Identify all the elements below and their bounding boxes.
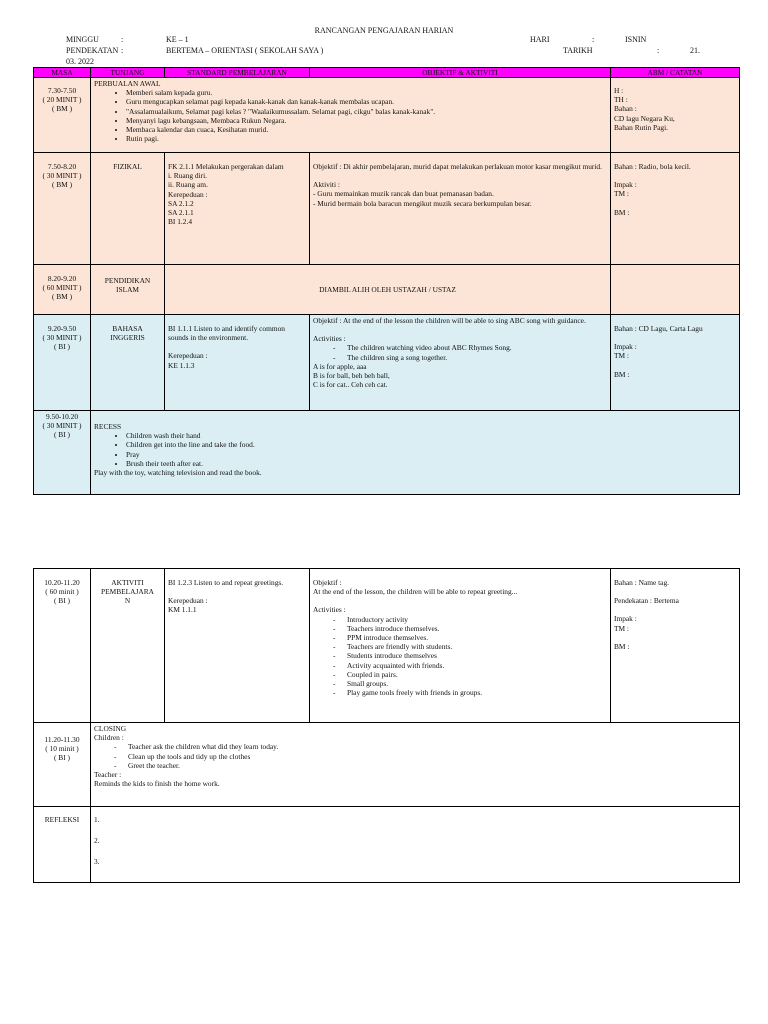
list-item: - Teachers are friendly with students.: [347, 642, 607, 651]
table-row: [34, 153, 740, 265]
section-title: RECESS: [94, 422, 122, 431]
table-row: [34, 265, 740, 315]
aktiviti-label: Activities :: [313, 605, 346, 615]
list-item: • Membaca kalendar dan cuaca, Kesihatan murid.: [126, 125, 607, 134]
song-line: C is for cat.. Ceh ceh cat.: [313, 380, 388, 390]
sp-line: FK 2.1.1 Melakukan pergerakan dalam: [168, 162, 284, 171]
tunjang-label: ISLAM: [116, 285, 139, 295]
pendekatan-label: PENDEKATAN: [66, 46, 119, 55]
standard-cell: [165, 569, 310, 723]
abm-line: Bahan : CD Lagu, Carta Lagu: [614, 324, 703, 333]
lesson-plan-table-1: [33, 67, 740, 495]
perbualan-cell: [91, 78, 611, 153]
aktiviti-line: - Guru memainkan muzik rancak dan buat pemanasan badan.: [313, 189, 494, 199]
masa-time: 9.50-10.20: [45, 412, 79, 421]
tarikh-label: TARIKH: [563, 46, 593, 55]
masa-lang: ( BM ): [51, 292, 73, 302]
pendekatan-value: BERTEMA – ORIENTASI ( SEKOLAH SAYA ): [166, 46, 324, 55]
masa-duration: ( 60 MINIT ): [42, 283, 82, 293]
list-item: - Introductory activity: [347, 615, 607, 624]
objektif-cell: [310, 315, 611, 411]
table-row: [34, 315, 740, 411]
abm-line: TM :: [614, 189, 629, 199]
abm-cell: [611, 153, 740, 265]
abm-line: Pendekatan : Bertema: [614, 596, 679, 606]
tarikh-cont: 03. 2022: [66, 57, 94, 66]
abm-line: Impak :: [614, 180, 637, 190]
aktiviti-label: Activities :: [313, 334, 346, 344]
objektif-text: Objektif : At the end of the lesson the children will be able to sing ABC song with guidance.: [313, 316, 586, 325]
sp-line: BI 1.2.3 Listen to and repeat greetings.: [168, 578, 284, 587]
list-item: - Students introduce themselves: [347, 651, 607, 660]
tunjang-label: FIZIKAL: [113, 162, 142, 171]
refleksi-item: 2.: [94, 836, 100, 846]
masa-time: 9.20-9.50: [47, 324, 77, 333]
section-title: PERBUALAN AWAL: [94, 79, 161, 88]
masa-cell: [34, 411, 91, 495]
header-row: [34, 68, 740, 78]
masa-time: 8.20-9.20: [47, 274, 77, 283]
recess-note: Play with the toy, watching television and read the book.: [94, 468, 262, 478]
col-masa: MASA: [34, 68, 91, 78]
sp-line: KM 1.1.1: [168, 605, 197, 615]
list-item: - Teachers introduce themselves.: [347, 624, 607, 633]
song-line: A is for apple, aaa: [313, 361, 367, 371]
abm-line: BM :: [614, 641, 630, 651]
tunjang-label: N: [124, 596, 131, 606]
list-item: - Coupled in pairs.: [347, 670, 607, 679]
col-abm: ABM / CATATAN: [611, 68, 740, 78]
sp-line: Kerepeduan :: [168, 189, 208, 199]
masa-cell: [34, 78, 91, 153]
song-line: B is for ball, beh beh ball,: [313, 371, 390, 381]
masa-lang: ( BI ): [53, 342, 70, 352]
col-objektif: OBJEKTIF & AKTIVITI: [310, 68, 611, 78]
page-title: RANCANGAN PENGAJARAN HARIAN: [314, 26, 454, 35]
tarikh-sep: :: [657, 46, 660, 55]
abm-line: Bahan Rutin Pagi.: [614, 122, 668, 132]
masa-time: 11.20-11.30: [44, 735, 80, 744]
minggu-value: KE – 1: [166, 35, 189, 44]
abm-cell: [611, 569, 740, 723]
refleksi-item: 3.: [94, 857, 100, 867]
masa-lang: ( BM ): [51, 180, 73, 190]
objektif-cell: [310, 569, 611, 723]
masa-lang: ( BI ): [53, 430, 70, 440]
abm-line: TM :: [614, 623, 629, 633]
table-row: [34, 723, 740, 807]
tunjang-label: PEMBELAJARA: [101, 587, 154, 597]
abm-line: Impak :: [614, 342, 637, 352]
recess-cell: [91, 411, 740, 495]
tunjang-label: BAHASA: [112, 324, 143, 333]
abm-line: H :: [614, 86, 624, 95]
lesson-plan-table-2: [33, 568, 740, 883]
list-item: - PPM introduce themselves.: [347, 633, 607, 642]
list-item: • Children wash their hand: [126, 431, 736, 440]
merged-text: DIAMBIL ALIH OLEH USTAZAH / USTAZ: [319, 284, 456, 294]
abm-line: BM :: [614, 369, 630, 379]
list-item: - Clean up the tools and tidy up the clothes: [128, 752, 736, 761]
abm-line: CD lagu Negara Ku,: [614, 113, 675, 123]
minggu-label: MINGGU: [66, 35, 99, 44]
list-item: • Memberi salam kepada guru.: [126, 88, 607, 97]
masa-cell: [34, 315, 91, 411]
hari-label: HARI: [530, 35, 550, 44]
masa-time: 7.30-7.50: [47, 86, 77, 95]
sp-line: KE 1.1.3: [168, 360, 195, 370]
list-item: - Play game tools freely with friends in groups.: [347, 688, 607, 697]
refleksi-item: 1.: [94, 815, 100, 824]
list-item: • Brush their teeth after eat.: [126, 459, 736, 468]
masa-cell: [34, 723, 91, 807]
table-row: [34, 569, 740, 723]
refleksi-label-cell: [34, 807, 91, 883]
list-item: • Menyanyi lagu kebangsaan, Membaca Rukun Negara.: [126, 116, 607, 125]
list-item: - Activity acquainted with friends.: [347, 661, 607, 670]
list-item: - Teacher ask the children what did they learn today.: [128, 742, 736, 751]
tunjang-cell: [91, 315, 165, 411]
objektif-label: Objektif :: [313, 578, 342, 587]
sp-line: SA 2.1.2: [168, 198, 194, 208]
list-item: • Guru mengucapkan selamat pagi kepada kanak-kanak dan kanak-kanak membalas ucapan.: [126, 97, 607, 106]
objektif-text: Objektif : Di akhir pembelajaran, murid dapat melakukan perlakuan motor kasar mengikut murid.: [313, 162, 602, 171]
col-tunjang: TUNJANG: [91, 68, 165, 78]
teacher-text: Reminds the kids to finish the home work.: [94, 779, 220, 789]
abm-cell: [611, 265, 740, 315]
tunjang-label: INGGERIS: [110, 333, 145, 343]
abm-line: Bahan :: [614, 104, 637, 114]
refleksi-label: REFLEKSI: [44, 815, 80, 824]
aktiviti-label: Aktiviti :: [313, 180, 340, 190]
minggu-sep: :: [121, 35, 124, 44]
tunjang-label: PENDIDIKAN: [104, 276, 151, 285]
section-title: CLOSING: [94, 724, 127, 733]
tunjang-cell: [91, 265, 165, 315]
objektif-cell: [310, 153, 611, 265]
sp-line: Kerepeduan :: [168, 351, 208, 361]
sp-line: BI 1.2.4: [168, 217, 193, 227]
sp-line: Kerepeduan :: [168, 596, 208, 606]
abm-line: Impak :: [614, 614, 637, 624]
masa-cell: [34, 569, 91, 723]
list-item: - Greet the teacher.: [128, 761, 736, 770]
teacher-label: Teacher :: [94, 770, 122, 780]
masa-lang: ( BM ): [51, 104, 73, 114]
list-item: - The children watching video about ABC Rhymes Song.: [347, 343, 607, 352]
masa-cell: [34, 265, 91, 315]
objektif-text: At the end of the lesson, the children will be able to repeat greeting...: [313, 587, 518, 597]
abm-line: TM :: [614, 351, 629, 361]
masa-duration: ( 30 MINIT ): [42, 333, 82, 343]
masa-duration: ( 20 MINIT ): [42, 95, 82, 105]
table-row: [34, 78, 740, 153]
hari-sep: :: [592, 35, 595, 44]
list-item: • Pray: [126, 450, 736, 459]
abm-line: BM :: [614, 207, 630, 217]
merged-cell: [165, 265, 611, 315]
abm-cell: [611, 315, 740, 411]
masa-time: 10.20-11.20: [44, 578, 80, 587]
masa-duration: ( 30 MINIT ): [42, 171, 82, 181]
abm-line: Bahan : Name tag.: [614, 578, 670, 587]
masa-duration: ( 10 minit ): [45, 744, 79, 754]
standard-cell: [165, 153, 310, 265]
list-item: • Rutin pagi.: [126, 134, 607, 143]
tarikh-value: 21.: [690, 46, 700, 55]
pendekatan-sep: :: [121, 46, 124, 55]
refleksi-cell: [91, 807, 740, 883]
masa-cell: [34, 153, 91, 265]
masa-duration: ( 30 MINIT ): [42, 421, 82, 431]
list-item: - The children sing a song together.: [347, 353, 607, 362]
children-label: Children :: [94, 733, 124, 743]
masa-duration: ( 60 minit ): [45, 587, 79, 597]
tunjang-cell: [91, 569, 165, 723]
aktiviti-line: - Murid bermain bola baracun mengikut muzik secara berkumpulan besar.: [313, 198, 532, 208]
table-row: [34, 411, 740, 495]
sp-line: i. Ruang diri.: [168, 171, 208, 181]
sp-line: ii. Ruang am.: [168, 180, 208, 190]
col-standard: STANDARD PEMBELAJARAN: [165, 68, 310, 78]
list-item: • "Assalamualaikum, Selamat pagi kelas ? "Waalaikumussalam. Selamat pagi, cikgu" balas kanak-kanak".: [126, 107, 607, 116]
closing-cell: [91, 723, 740, 807]
list-item: - Small groups.: [347, 679, 607, 688]
list-item: • Children get into the line and take the food.: [126, 440, 736, 449]
abm-line: TH :: [614, 95, 628, 105]
tunjang-label: AKTIVITI: [111, 578, 144, 587]
abm-cell: [611, 78, 740, 153]
masa-time: 7.50-8.20: [47, 162, 77, 171]
masa-lang: ( BI ): [53, 596, 70, 606]
abm-line: Bahan : Radio, bola kecil.: [614, 162, 691, 171]
hari-value: ISNIN: [625, 35, 647, 44]
sp-line: BI 1.1.1 Listen to and identify common sounds in the environment.: [168, 324, 286, 343]
table-row: [34, 807, 740, 883]
sp-line: SA 2.1.1: [168, 208, 194, 218]
tunjang-cell: [91, 153, 165, 265]
standard-cell: [165, 315, 310, 411]
masa-lang: ( BI ): [53, 753, 70, 763]
